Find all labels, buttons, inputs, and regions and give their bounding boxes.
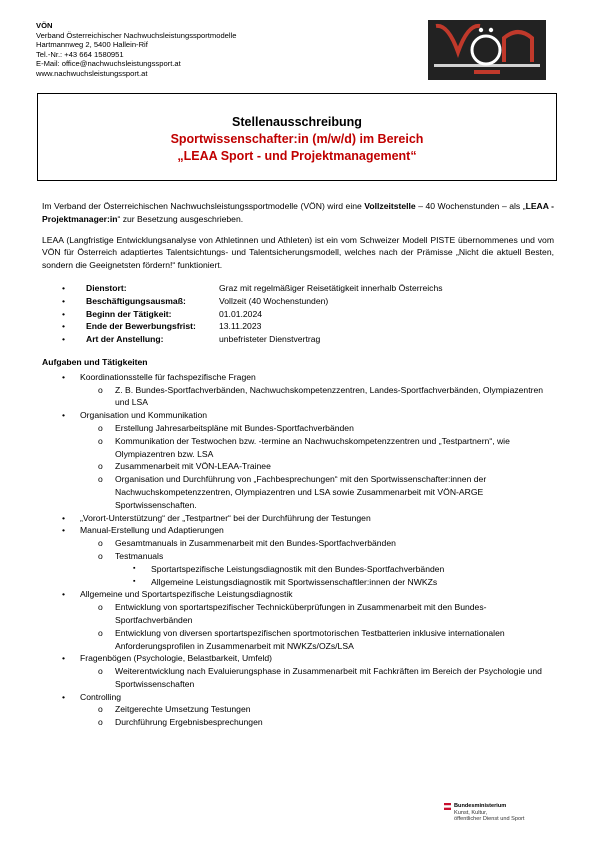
task-item bbox=[42, 409, 554, 511]
task-text: Manual-Erstellung und Adaptierungen bbox=[80, 525, 224, 536]
fact-row bbox=[42, 333, 554, 346]
task-subitem bbox=[80, 703, 554, 716]
task-subitem bbox=[80, 601, 554, 627]
org-email: E-Mail: office@nachwuchsleistungssport.at bbox=[36, 59, 181, 69]
document-body bbox=[42, 200, 554, 729]
task-text: Controlling bbox=[80, 691, 122, 702]
tasks-heading: Aufgaben und Tätigkeiten bbox=[42, 356, 148, 367]
task-text: Durchführung Ergebnisbesprechungen bbox=[115, 717, 263, 728]
task-subitem bbox=[80, 460, 554, 473]
task-text: Erstellung Jahresarbeitspläne mit Bundes-Sportfachverbänden bbox=[115, 422, 354, 433]
task-text: Entwicklung von sportartspezifischer Technicküberprüfungen in Zusammenarbeit mit den Bundes-Sportfachverbänden bbox=[115, 602, 487, 625]
bullet-icon: • bbox=[62, 321, 66, 332]
fact-key: Dienstort: bbox=[86, 282, 127, 293]
ministry-dept-1: Kunst, Kultur, bbox=[454, 809, 488, 816]
intro-text: Im Verband der Österreichischen Nachwuchsleistungssportmodelle (VÖN) wird eine bbox=[42, 201, 365, 211]
task-text: Organisation und Durchführung von „Fachbesprechungen“ mit den Sportwissenschafter:innen der Nachwuchskompetenzzentren, Olympiazentren und LSA sowie Zusammenarbeit mit VÖN-ARGE Sportwissenschaften. bbox=[115, 474, 487, 510]
fact-key: Beschäftigungsausmaß: bbox=[86, 295, 186, 306]
task-text: Testmanuals bbox=[115, 550, 164, 561]
task-item bbox=[42, 524, 554, 588]
fact-value: 01.01.2024 bbox=[219, 308, 263, 319]
fact-row bbox=[42, 320, 554, 333]
org-short-name: VÖN bbox=[36, 21, 53, 30]
org-header bbox=[36, 21, 237, 79]
tasks-list bbox=[42, 371, 554, 729]
task-subitem bbox=[80, 627, 554, 653]
key-facts-list bbox=[42, 282, 554, 346]
task-text: Organisation und Kommunikation bbox=[80, 410, 208, 421]
intro-emph-fulltime: Vollzeitstelle bbox=[364, 201, 416, 211]
task-sublist bbox=[80, 703, 554, 729]
task-text: „Vorort-Unterstützung“ der „Testpartner“ bei der Durchführung der Testungen bbox=[80, 512, 371, 523]
org-website: www.nachwuchsleistungssport.at bbox=[36, 68, 148, 78]
fact-key: Beginn der Tätigkeit: bbox=[86, 308, 172, 319]
fact-key: Art der Anstellung: bbox=[86, 334, 164, 345]
ministry-name: Bundesministerium bbox=[454, 803, 507, 809]
task-text: Zeitgerechte Umsetzung Testungen bbox=[115, 704, 251, 715]
task-subitem bbox=[80, 422, 554, 435]
doc-title: Stellenausschreibung bbox=[232, 115, 362, 129]
org-full-name: Verband Österreichischer Nachwuchsleistungssportmodelle bbox=[36, 30, 237, 40]
intro-paragraph-2: LEAA (Langfristige Entwicklungsanalyse von Athletinnen und Athleten) ist ein vom Schweizer Modell PISTE übernommenes und vom VÖN für Österreich adaptiertes Talentsichtungs- und Talentsicherungsmodell, welches nach der Prämisse „Nicht die aktuell Besten, sondern die Geeignetsten fördern!“ funktioniert. bbox=[42, 234, 554, 271]
intro-paragraph-1 bbox=[42, 200, 554, 226]
task-text: Gesamtmanuals in Zusammenarbeit mit den Bundes-Sportfachverbänden bbox=[115, 538, 396, 549]
task-text: Weiterentwicklung nach Evaluierungsphase in Zusammenarbeit mit Fachkräften im Bereich der Psychologie und Sportwissenschaften bbox=[115, 666, 542, 689]
ministry-dept-2: öffentlicher Dienst und Sport bbox=[454, 816, 525, 823]
task-item bbox=[42, 371, 554, 409]
task-text: Fragenbögen (Psychologie, Belastbarkeit, Umfeld) bbox=[80, 653, 273, 664]
task-subsubitem bbox=[115, 563, 554, 576]
task-sublist bbox=[80, 665, 554, 691]
task-subsubitem bbox=[115, 576, 554, 589]
task-subitem bbox=[80, 550, 554, 588]
task-subitem bbox=[80, 716, 554, 729]
fact-row bbox=[42, 308, 554, 321]
intro-text: – 40 Wochenstunden – als „ bbox=[415, 201, 526, 211]
bullet-icon: • bbox=[62, 282, 66, 293]
fact-value: Vollzeit (40 Wochenstunden) bbox=[219, 295, 329, 306]
position-area: „LEAA Sport - und Projektmanagement“ bbox=[177, 149, 417, 163]
fact-key: Ende der Bewerbungsfrist: bbox=[86, 321, 196, 332]
title-box bbox=[37, 93, 557, 181]
task-sublist bbox=[80, 422, 554, 512]
task-text: Sportartspezifische Leistungsdiagnostik mit den Bundes-Sportfachverbänden bbox=[151, 563, 445, 574]
task-subitem bbox=[80, 665, 554, 691]
task-text: Allgemeine und Sportartspezifische Leistungsdiagnostik bbox=[80, 589, 293, 600]
intro-text: “ zur Besetzung ausgeschrieben. bbox=[117, 213, 244, 224]
bullet-icon: • bbox=[62, 295, 66, 306]
task-subitem bbox=[80, 537, 554, 550]
task-text: Kommunikation der Testwochen bzw. -termine an Nachwuchskompetenzzentren und „Testpartnern“, wie Olympiazentren bzw. LSA bbox=[115, 435, 510, 459]
task-sublist bbox=[80, 537, 554, 588]
von-logo bbox=[428, 20, 546, 80]
austrian-flag-icon bbox=[444, 803, 451, 810]
fact-row bbox=[42, 295, 554, 308]
bullet-icon: • bbox=[62, 308, 66, 319]
task-sublist bbox=[80, 601, 554, 652]
task-text: Z. B. Bundes-Sportfachverbänden, Nachwuchskompetenzzentren, Landes-Sportfachverbänden, Olympiazentren und LSA bbox=[115, 384, 544, 408]
fact-value: 13.11.2023 bbox=[219, 321, 262, 332]
task-text: Allgemeine Leistungsdiagnostik mit Sportwissenschaftler:innen der NWKZs bbox=[151, 576, 438, 587]
task-text: Koordinationsstelle für fachspezifische Fragen bbox=[80, 371, 256, 382]
task-text: Entwicklung von diversen sportartspezifischen sportmotorischen Testbatterien inklusive internationalen Anforderungsprofilen in Zusammenarbeit mit NWKZs/OZs/LSA bbox=[115, 627, 505, 651]
task-item bbox=[42, 691, 554, 729]
task-item bbox=[42, 512, 554, 525]
task-sublist bbox=[115, 563, 554, 589]
fact-row bbox=[42, 282, 554, 295]
task-item bbox=[42, 588, 554, 652]
org-address: Hartmannweg 2, 5400 Hallein-Rif bbox=[36, 40, 148, 50]
bullet-icon: • bbox=[62, 334, 66, 345]
fact-value: Graz mit regelmäßiger Reisetätigkeit innerhalb Österreichs bbox=[219, 282, 443, 293]
org-phone: Tel.-Nr.: +43 664 1580951 bbox=[36, 49, 124, 59]
position-title: Sportwissenschafter:in (m/w/d) im Bereich bbox=[170, 132, 424, 146]
task-item bbox=[42, 652, 554, 690]
task-subitem bbox=[80, 435, 554, 461]
intro-emph-role: LEAA - Projektmanager:in bbox=[42, 201, 555, 224]
task-sublist bbox=[80, 384, 554, 410]
task-text: Zusammenarbeit mit VÖN-LEAA-Trainee bbox=[115, 461, 271, 472]
task-subitem bbox=[80, 384, 554, 410]
fact-value: unbefristeter Dienstvertrag bbox=[219, 334, 321, 345]
task-subitem bbox=[80, 473, 554, 511]
